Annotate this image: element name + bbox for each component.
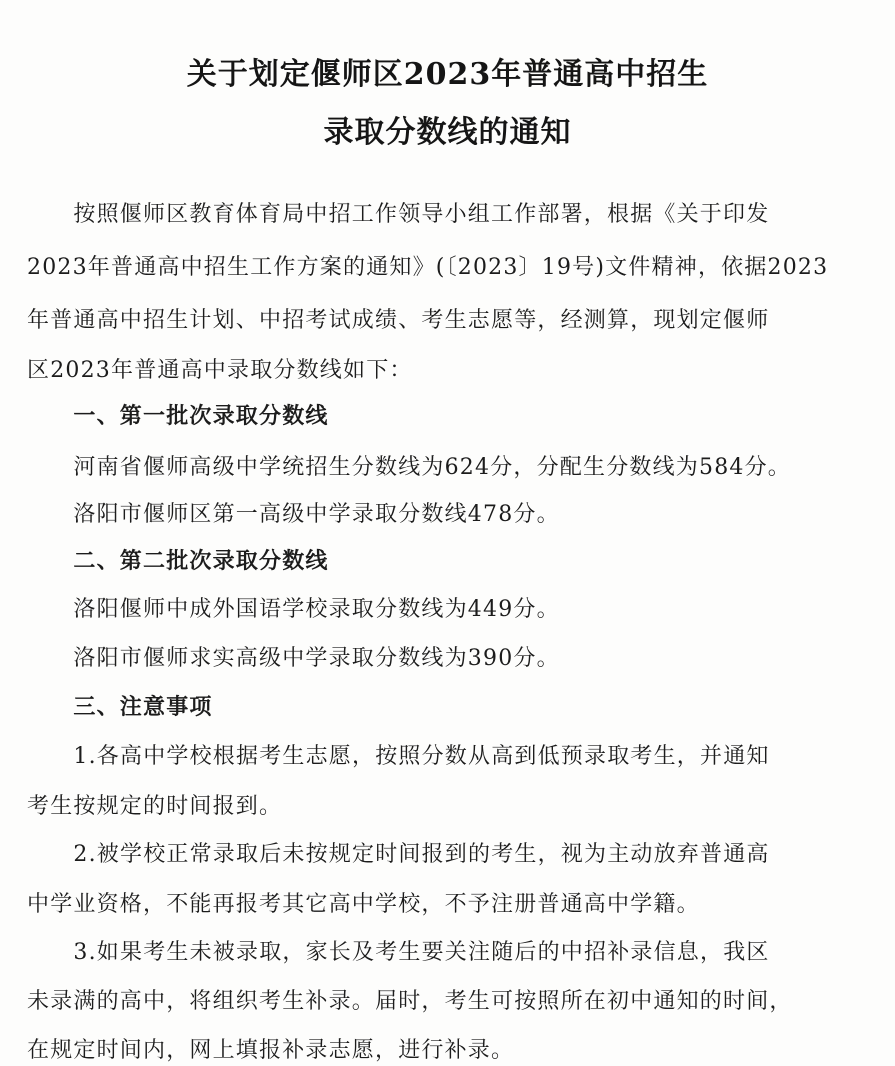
intro-line-1: 按照偃师区教育体育局中招工作领导小组工作部署，根据《关于印发: [27, 202, 770, 227]
document-title-line-1: 关于划定偃师区2023年普通高中招生: [186, 57, 709, 92]
intro-line-4: 区2023年普通高中录取分数线如下：: [27, 358, 413, 383]
section-1-item-2: 洛阳市偃师区第一高级中学录取分数线478分。: [27, 502, 560, 527]
note-2-line-2: 中学业资格，不能再报考其它高中学校，不予注册普通高中学籍。: [27, 892, 700, 917]
section-1-item-1: 河南省偃师高级中学统招生分数线为624分，分配生分数线为584分。: [27, 455, 791, 480]
intro-line-2: 2023年普通高中招生工作方案的通知》(〔2023〕19号)文件精神，依据2023: [27, 255, 829, 280]
section-2-item-1: 洛阳偃师中成外国语学校录取分数线为449分。: [27, 597, 560, 622]
document-title-line-2: 录取分数线的通知: [323, 115, 572, 150]
section-3-heading: 三、注意事项: [27, 695, 213, 720]
note-3-line-1: 3.如果考生未被录取，家长及考生要关注随后的中招补录信息，我区: [27, 940, 770, 965]
section-2-heading: 二、第二批次录取分数线: [27, 549, 329, 574]
section-1-heading: 一、第一批次录取分数线: [27, 404, 329, 429]
note-3-line-2: 未录满的高中，将组织考生补录。届时，考生可按照所在初中通知的时间，: [27, 989, 793, 1014]
note-1-line-1: 1.各高中学校根据考生志愿，按照分数从高到低预录取考生，并通知: [27, 744, 770, 769]
intro-line-3: 年普通高中招生计划、中招考试成绩、考生志愿等，经测算，现划定偃师: [27, 308, 770, 333]
section-2-item-2: 洛阳市偃师求实高级中学录取分数线为390分。: [27, 646, 560, 671]
note-3-line-3: 在规定时间内，网上填报补录志愿，进行补录。: [27, 1038, 515, 1063]
note-2-line-1: 2.被学校正常录取后未按规定时间报到的考生，视为主动放弃普通高: [27, 842, 770, 867]
note-1-line-2: 考生按规定的时间报到。: [27, 794, 283, 819]
